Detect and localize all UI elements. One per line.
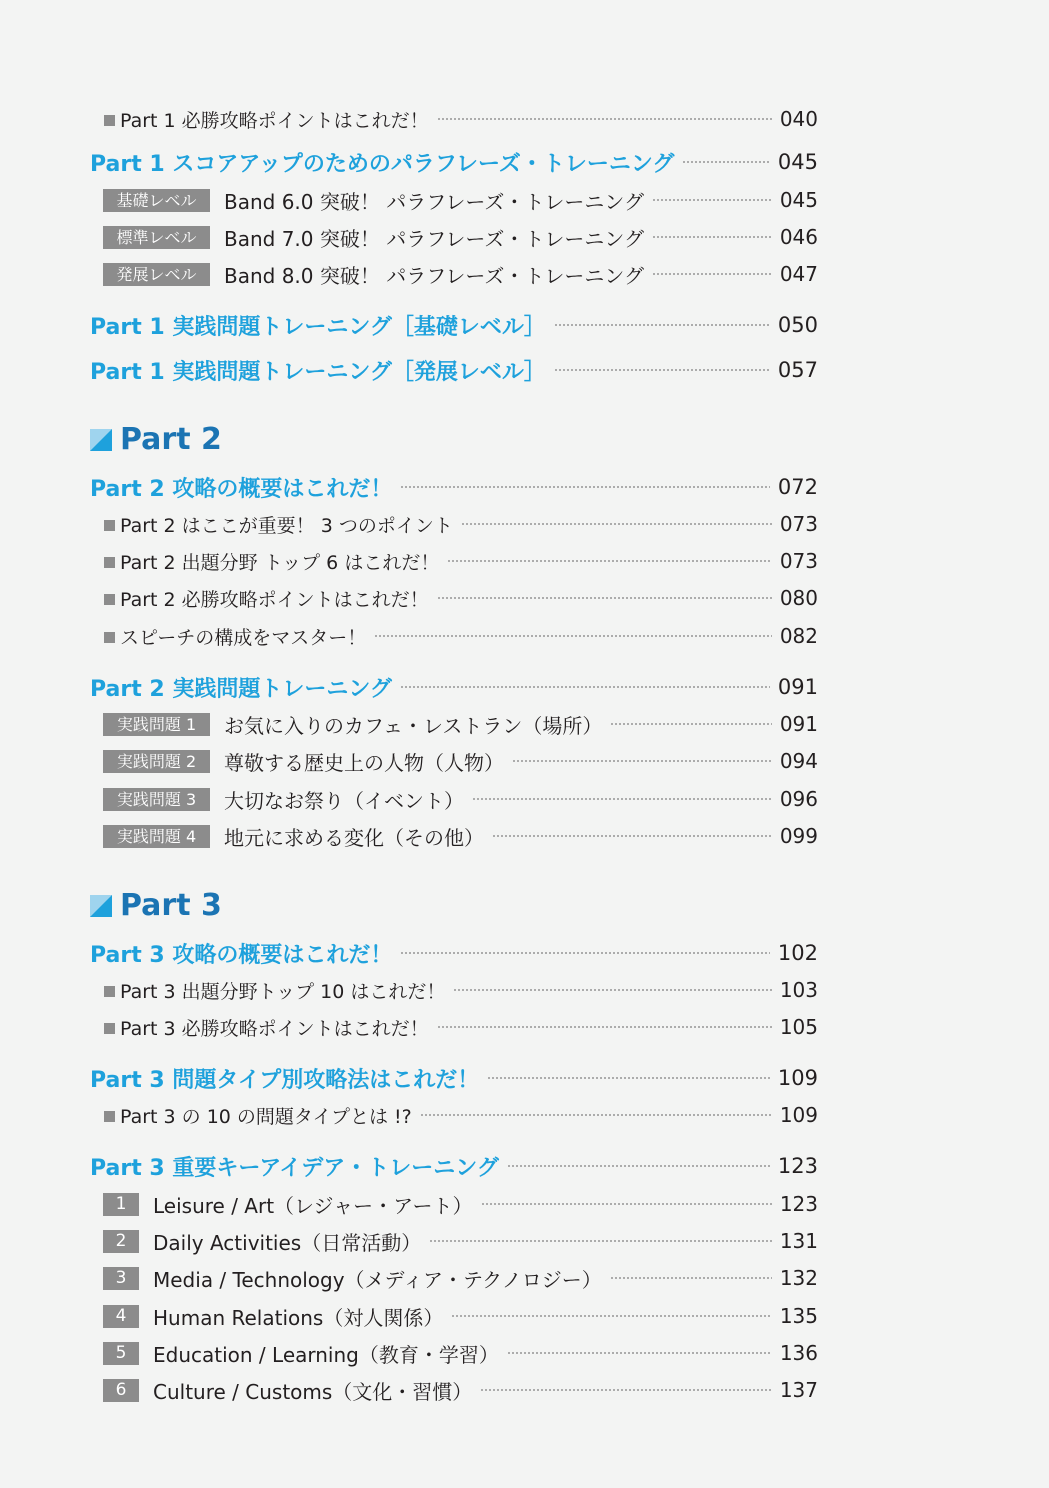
dot-leader bbox=[481, 1203, 772, 1205]
entry-title: Part 3 攻略の概要はこれだ！ bbox=[90, 942, 393, 968]
page-number: 073 bbox=[779, 512, 818, 536]
entry-title: Media / Technology（メディア・テクノロジー） bbox=[153, 1267, 602, 1292]
entry-title: Part 2 実践問題トレーニング bbox=[90, 676, 392, 702]
dot-leader bbox=[507, 1165, 770, 1167]
entry-title: Part 1 実践問題トレーニング［発展レベル］ bbox=[90, 359, 546, 385]
toc-entry-num[interactable] bbox=[103, 1376, 818, 1404]
toc-entry-sub[interactable] bbox=[104, 105, 818, 133]
dot-leader bbox=[420, 1114, 772, 1116]
entry-label bbox=[104, 1014, 429, 1041]
entry-tag: 標準レベル bbox=[103, 226, 210, 249]
entry-tag: 基礎レベル bbox=[103, 189, 210, 212]
toc-entry-main[interactable] bbox=[90, 356, 818, 384]
entry-title: Part 3 問題タイプ別攻略法はこれだ！ bbox=[90, 1067, 480, 1093]
dot-leader bbox=[492, 835, 772, 837]
dot-leader bbox=[451, 1315, 771, 1317]
entry-label bbox=[90, 355, 546, 386]
square-bullet-icon bbox=[104, 632, 115, 643]
dot-leader bbox=[400, 486, 770, 488]
entry-tag: 4 bbox=[103, 1305, 139, 1328]
page-number: 045 bbox=[777, 150, 818, 174]
entry-label bbox=[104, 623, 366, 650]
entry-label bbox=[103, 223, 644, 252]
entry-tag: 3 bbox=[103, 1267, 139, 1290]
dot-leader bbox=[652, 199, 772, 201]
page-number: 050 bbox=[777, 313, 818, 337]
square-bullet-icon bbox=[104, 594, 115, 605]
entry-title: Part 3 必勝攻略ポイントはこれだ！ bbox=[120, 1017, 429, 1040]
dot-leader bbox=[400, 952, 770, 954]
toc-entry-prob[interactable] bbox=[103, 747, 818, 775]
toc-entry-sub[interactable] bbox=[104, 584, 818, 612]
section-title: Part 3 bbox=[120, 888, 222, 923]
page-number: 136 bbox=[779, 1341, 818, 1365]
toc-entry-lev[interactable] bbox=[103, 186, 818, 214]
entry-title: スピーチの構成をマスター！ bbox=[120, 626, 367, 649]
toc-entry-lev[interactable] bbox=[103, 223, 818, 251]
page-number: 123 bbox=[777, 1154, 818, 1178]
entry-tag: 6 bbox=[103, 1379, 139, 1402]
entry-title: 大切なお祭り（イベント） bbox=[224, 788, 464, 813]
entry-title: Part 2 はここが重要！ 3 つのポイント bbox=[120, 514, 453, 537]
entry-label bbox=[103, 785, 464, 814]
toc-entry-main[interactable] bbox=[90, 311, 818, 339]
blue-triangle-square-icon bbox=[90, 429, 112, 451]
entry-label bbox=[103, 822, 484, 851]
page-number: 099 bbox=[779, 824, 818, 848]
entry-title: Part 1 スコアアップのためのパラフレーズ・トレーニング bbox=[90, 151, 675, 177]
dot-leader bbox=[437, 1026, 772, 1028]
square-bullet-icon bbox=[104, 986, 115, 997]
entry-tag: 1 bbox=[103, 1193, 139, 1216]
toc-entry-lev[interactable] bbox=[103, 260, 818, 288]
page-number: 135 bbox=[779, 1304, 818, 1328]
dot-leader bbox=[429, 1240, 772, 1242]
square-bullet-icon bbox=[104, 1111, 115, 1122]
entry-tag: 実践問題 2 bbox=[103, 750, 210, 773]
toc-entry-sub[interactable] bbox=[104, 622, 818, 650]
dot-leader bbox=[480, 1389, 772, 1391]
toc-entry-sub[interactable] bbox=[104, 510, 818, 538]
entry-title: Band 6.0 突破！ パラフレーズ・トレーニング bbox=[224, 189, 645, 214]
entry-title: Daily Activities（日常活動） bbox=[153, 1230, 422, 1255]
dot-leader bbox=[652, 273, 772, 275]
entry-label bbox=[103, 1339, 499, 1368]
toc-entry-main[interactable] bbox=[90, 1064, 818, 1092]
dot-leader bbox=[400, 686, 770, 688]
square-bullet-icon bbox=[104, 115, 115, 126]
dot-leader bbox=[461, 523, 772, 525]
page-number: 132 bbox=[779, 1266, 818, 1290]
entry-title: Part 3 重要キーアイデア・トレーニング bbox=[90, 1155, 499, 1181]
toc-entry-prob[interactable] bbox=[103, 710, 818, 738]
page-number: 045 bbox=[779, 188, 818, 212]
page-number: 109 bbox=[777, 1066, 818, 1090]
entry-label bbox=[103, 1190, 473, 1219]
entry-label bbox=[103, 1376, 472, 1405]
entry-label bbox=[104, 106, 429, 133]
page-number: 040 bbox=[779, 107, 818, 131]
entry-tag: 5 bbox=[103, 1342, 139, 1365]
entry-tag: 実践問題 3 bbox=[103, 788, 210, 811]
page-number: 096 bbox=[779, 787, 818, 811]
page-number: 057 bbox=[777, 358, 818, 382]
page-number: 080 bbox=[779, 586, 818, 610]
entry-label bbox=[90, 938, 392, 969]
entry-label bbox=[90, 1063, 479, 1094]
entry-title: お気に入りのカフェ・レストラン（場所） bbox=[224, 713, 603, 738]
page-number: 046 bbox=[779, 225, 818, 249]
square-bullet-icon bbox=[104, 520, 115, 531]
toc-entry-sub[interactable] bbox=[104, 1013, 818, 1041]
page-number: 137 bbox=[779, 1378, 818, 1402]
entry-label bbox=[103, 710, 602, 739]
entry-label bbox=[104, 977, 445, 1004]
toc-entry-num[interactable] bbox=[103, 1339, 818, 1367]
square-bullet-icon bbox=[104, 557, 115, 568]
toc-entry-main[interactable] bbox=[90, 939, 818, 967]
toc-entry-main[interactable] bbox=[90, 148, 818, 176]
toc-entry-sub[interactable] bbox=[104, 1101, 818, 1129]
section-heading-part2 bbox=[90, 422, 222, 457]
entry-title: Part 1 必勝攻略ポイントはこれだ！ bbox=[120, 109, 429, 132]
entry-title: Part 1 実践問題トレーニング［基礎レベル］ bbox=[90, 314, 546, 340]
entry-label bbox=[90, 1151, 499, 1182]
dot-leader bbox=[487, 1077, 770, 1079]
entry-label bbox=[104, 511, 453, 538]
section-heading-part3 bbox=[90, 888, 222, 923]
blue-triangle-square-icon bbox=[90, 895, 112, 917]
page-number: 105 bbox=[779, 1015, 818, 1039]
toc-entry-num[interactable] bbox=[103, 1227, 818, 1255]
dot-leader bbox=[554, 324, 770, 326]
toc-entry-prob[interactable] bbox=[103, 785, 818, 813]
page-number: 091 bbox=[779, 712, 818, 736]
entry-label bbox=[103, 1264, 602, 1293]
page-number: 073 bbox=[779, 549, 818, 573]
entry-tag: 実践問題 4 bbox=[103, 825, 210, 848]
entry-title: Part 2 必勝攻略ポイントはこれだ！ bbox=[120, 588, 429, 611]
entry-title: Culture / Customs（文化・習慣） bbox=[153, 1379, 473, 1404]
toc-entry-num[interactable] bbox=[103, 1302, 818, 1330]
entry-label bbox=[103, 1227, 421, 1256]
square-bullet-icon bbox=[104, 1023, 115, 1034]
entry-tag: 発展レベル bbox=[103, 263, 210, 286]
section-title: Part 2 bbox=[120, 422, 222, 457]
dot-leader bbox=[453, 989, 771, 991]
dot-leader bbox=[447, 560, 771, 562]
page-number: 102 bbox=[777, 941, 818, 965]
entry-title: Band 7.0 突破！ パラフレーズ・トレーニング bbox=[224, 226, 645, 251]
dot-leader bbox=[652, 236, 772, 238]
entry-title: Leisure / Art（レジャー・アート） bbox=[153, 1193, 473, 1218]
entry-title: Part 3 の 10 の問題タイプとは !? bbox=[120, 1105, 412, 1128]
toc-entry-main[interactable] bbox=[90, 673, 818, 701]
toc-entry-num[interactable] bbox=[103, 1264, 818, 1292]
entry-label bbox=[90, 472, 392, 503]
toc-entry-prob[interactable] bbox=[103, 822, 818, 850]
toc-entry-main[interactable] bbox=[90, 473, 818, 501]
entry-title: Part 2 出題分野 トップ 6 はこれだ！ bbox=[120, 551, 440, 574]
page-number: 123 bbox=[779, 1192, 818, 1216]
entry-title: Part 3 出題分野トップ 10 はこれだ！ bbox=[120, 980, 446, 1003]
entry-title: Education / Learning（教育・学習） bbox=[153, 1342, 499, 1367]
entry-title: 地元に求める変化（その他） bbox=[224, 825, 484, 850]
entry-label bbox=[90, 672, 392, 703]
toc-entry-sub[interactable] bbox=[104, 976, 818, 1004]
entry-label bbox=[103, 1302, 443, 1331]
entry-label bbox=[90, 147, 674, 178]
entry-title: Band 8.0 突破！ パラフレーズ・トレーニング bbox=[224, 263, 645, 288]
dot-leader bbox=[610, 723, 771, 725]
page-number: 131 bbox=[779, 1229, 818, 1253]
toc-entry-main[interactable] bbox=[90, 1152, 818, 1180]
entry-tag: 2 bbox=[103, 1230, 139, 1253]
page-number: 082 bbox=[779, 624, 818, 648]
toc-entry-sub[interactable] bbox=[104, 547, 818, 575]
page-number: 094 bbox=[779, 749, 818, 773]
entry-tag: 実践問題 1 bbox=[103, 713, 210, 736]
dot-leader bbox=[682, 161, 769, 163]
dot-leader bbox=[437, 118, 772, 120]
entry-label bbox=[104, 585, 429, 612]
dot-leader bbox=[507, 1352, 772, 1354]
entry-label bbox=[90, 310, 546, 341]
entry-label bbox=[104, 1102, 412, 1129]
page-number: 047 bbox=[779, 262, 818, 286]
page-number: 072 bbox=[777, 475, 818, 499]
dot-leader bbox=[554, 369, 770, 371]
dot-leader bbox=[374, 635, 772, 637]
toc-entry-num[interactable] bbox=[103, 1190, 818, 1218]
entry-label bbox=[103, 747, 504, 776]
page-number: 091 bbox=[777, 675, 818, 699]
dot-leader bbox=[512, 760, 772, 762]
entry-title: 尊敬する歴史上の人物（人物） bbox=[224, 750, 504, 775]
dot-leader bbox=[472, 798, 772, 800]
entry-label bbox=[103, 186, 644, 215]
page-number: 103 bbox=[779, 978, 818, 1002]
entry-label bbox=[104, 548, 439, 575]
entry-title: Human Relations（対人関係） bbox=[153, 1305, 444, 1330]
entry-title: Part 2 攻略の概要はこれだ！ bbox=[90, 476, 393, 502]
page-number: 109 bbox=[779, 1103, 818, 1127]
dot-leader bbox=[437, 597, 772, 599]
dot-leader bbox=[610, 1277, 772, 1279]
entry-label bbox=[103, 260, 644, 289]
